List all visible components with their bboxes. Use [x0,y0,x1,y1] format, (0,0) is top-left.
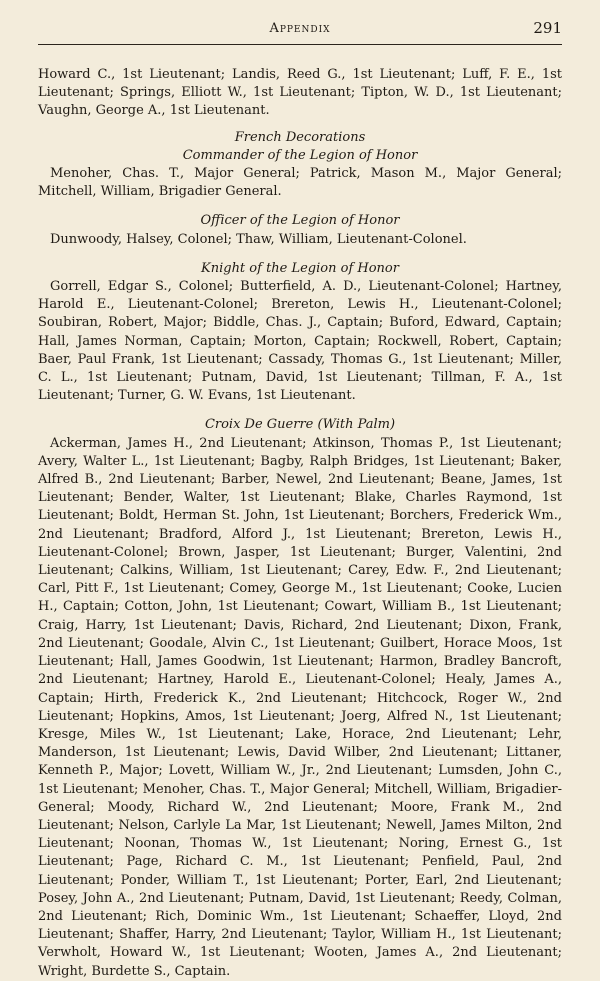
page-number: 291 [533,19,562,37]
running-title: Appendix [269,21,331,36]
subheading-officer-legion-of-honor: Officer of the Legion of Honor [200,213,400,229]
subheading-commander-legion-of-honor: Commander of the Legion of Honor [182,147,418,163]
subheading-knight-legion-of-honor: Knight of the Legion of Honor [201,260,399,276]
subheading-croix-de-guerre: Croix De Guerre (With Palm) [204,417,396,433]
croix-de-guerre-list-paragraph: Ackerman, James H., 2nd Lieutenant; Atkinson, Thomas P., 1st Lieutenant; Avery, Walter L., 1st Lieutenant; Bagby, Ralph Bridges, 1st Lieutenant; Baker, Alfred B., 2nd Lieutenant; Barber, Newel, 2nd Lieutenant; Beane, James, 1st Lieutenant; Bender, Walter, 1st Lieutenant; Blake, Charles Raymond, 1st Lieutenant; Boldt, Herman St. John, 1st Lieutenant; Borchers, Frederick Wm., 2nd Lieutenant; Bradford, Alford J., 1st Lieutenant; Brereton, Lewis H., Lieutenant-Colonel; Brown, Jasper, 1st Lieutenant; Burger, Valentini, 2nd Lieutenant; Calkins, William, 1st Lieutenant; Carey, Edw. F., 2nd Lieutenant; Carl, Pitt F., 1st Lieutenant; Comey, George M., 1st Lieutenant; Cooke, Lucien H., Captain; Cotton, John, 1st Lieutenant; Cowart, William B., 1st Lieutenant; Craig, Harry, 1st Lieutenant; Davis, Richard, 2nd Lieutenant; Dixon, Frank, 2nd Lieutenant; Goodale, Alvin C., 1st Lieutenant; Guilbert, Horace Moos, 1st Lieutenant; Hall, James Goodwin, 1st Lieutenant; Harmon, Bradley Bancroft, 2nd Lieutenant; Hartney, Harold E., Lieutenant-Colonel; Healy, James A., Captain; Hirth, Frederick K., 2nd Lieutenant; Hitchcock, Roger W., 2nd Lieutenant; Hopkins, Amos, 1st Lieutenant; Joerg, Alfred N., 1st Lieutenant; Kresge, Miles W., 1st Lieutenant; Lake, Horace, 2nd Lieutenant; Lehr, Manderson, 1st Lieutenant; Lewis, David Wilber, 2nd Lieutenant; Littaner, Kenneth P., Major; Lovett, William W., Jr., 2nd Lieutenant; Lumsden, John C., 1st Lieutenant; Menoher, Chas. T., Major General; Mitchell, William, Brigadier-General; Moody, Richard W., 2nd Lieutenant; Moore, Frank M., 2nd Lieutenant; Nelson, Carlyle La Mar, 1st Lieutenant; Newell, James Milton, 2nd Lieutenant; Noonan, Thomas W., 1st Lieutenant; Noring, Ernest G., 1st Lieutenant; Page, Richard C. M., 1st Lieutenant; Penfield, Paul, 2nd Lieutenant; Ponder, William T., 1st Lieutenant; Porter, Earl, 2nd Lieutenant; Posey, John A., 2nd Lieutenant; Putnam, David, 1st Lieutenant; Reedy, Colman, 2nd Lieutenant; Rich, Dominic Wm., 1st Lieutenant; Schaeffer, Lloyd, 2nd Lieutenant; Shaffer, Harry, 2nd Lieutenant; Taylor, William H., 1st Lieutenant; Verwholt, Howard W., 1st Lieutenant; Wooten, James A., 2nd Lieutenant; Wright, Burdette S., Captain. [38,435,562,979]
commander-list-paragraph: Menoher, Chas. T., Major General; Patrick, Mason M., Major General; Mitchell, William, Brigadier General. [38,166,562,200]
page-content [38,66,562,981]
running-header [38,18,562,45]
continued-list-paragraph: Howard C., 1st Lieutenant; Landis, Reed G., 1st Lieutenant; Luff, F. E., 1st Lieutenant; Springs, Elliott W., 1st Lieutenant; Tipton, W. D., 1st Lieutenant; Vaughn, George A., 1st Lieutenant. [38,67,562,119]
section-heading-french-decorations: French Decorations [234,129,366,145]
officer-list-paragraph: Dunwoody, Halsey, Colonel; Thaw, William, Lieutenant-Colonel. [50,231,467,247]
book-page [38,18,562,979]
knight-list-paragraph: Gorrell, Edgar S., Colonel; Butterfield, A. D., Lieutenant-Colonel; Hartney, Harold E., Lieutenant-Colonel; Brereton, Lewis H., Lieutenant-Colonel; Soubiran, Robert, Major; Biddle, Chas. J., Captain; Buford, Edward, Captain; Hall, James Norman, Captain; Morton, Captain; Rockwell, Robert, Captain; Baer, Paul Frank, 1st Lieutenant; Cassady, Thomas G., 1st Lieutenant; Miller, C. L., 1st Lieutenant; Putnam, David, 1st Lieutenant; Tillman, F. A., 1st Lieutenant; Turner, G. W. Evans, 1st Lieutenant. [38,279,562,404]
